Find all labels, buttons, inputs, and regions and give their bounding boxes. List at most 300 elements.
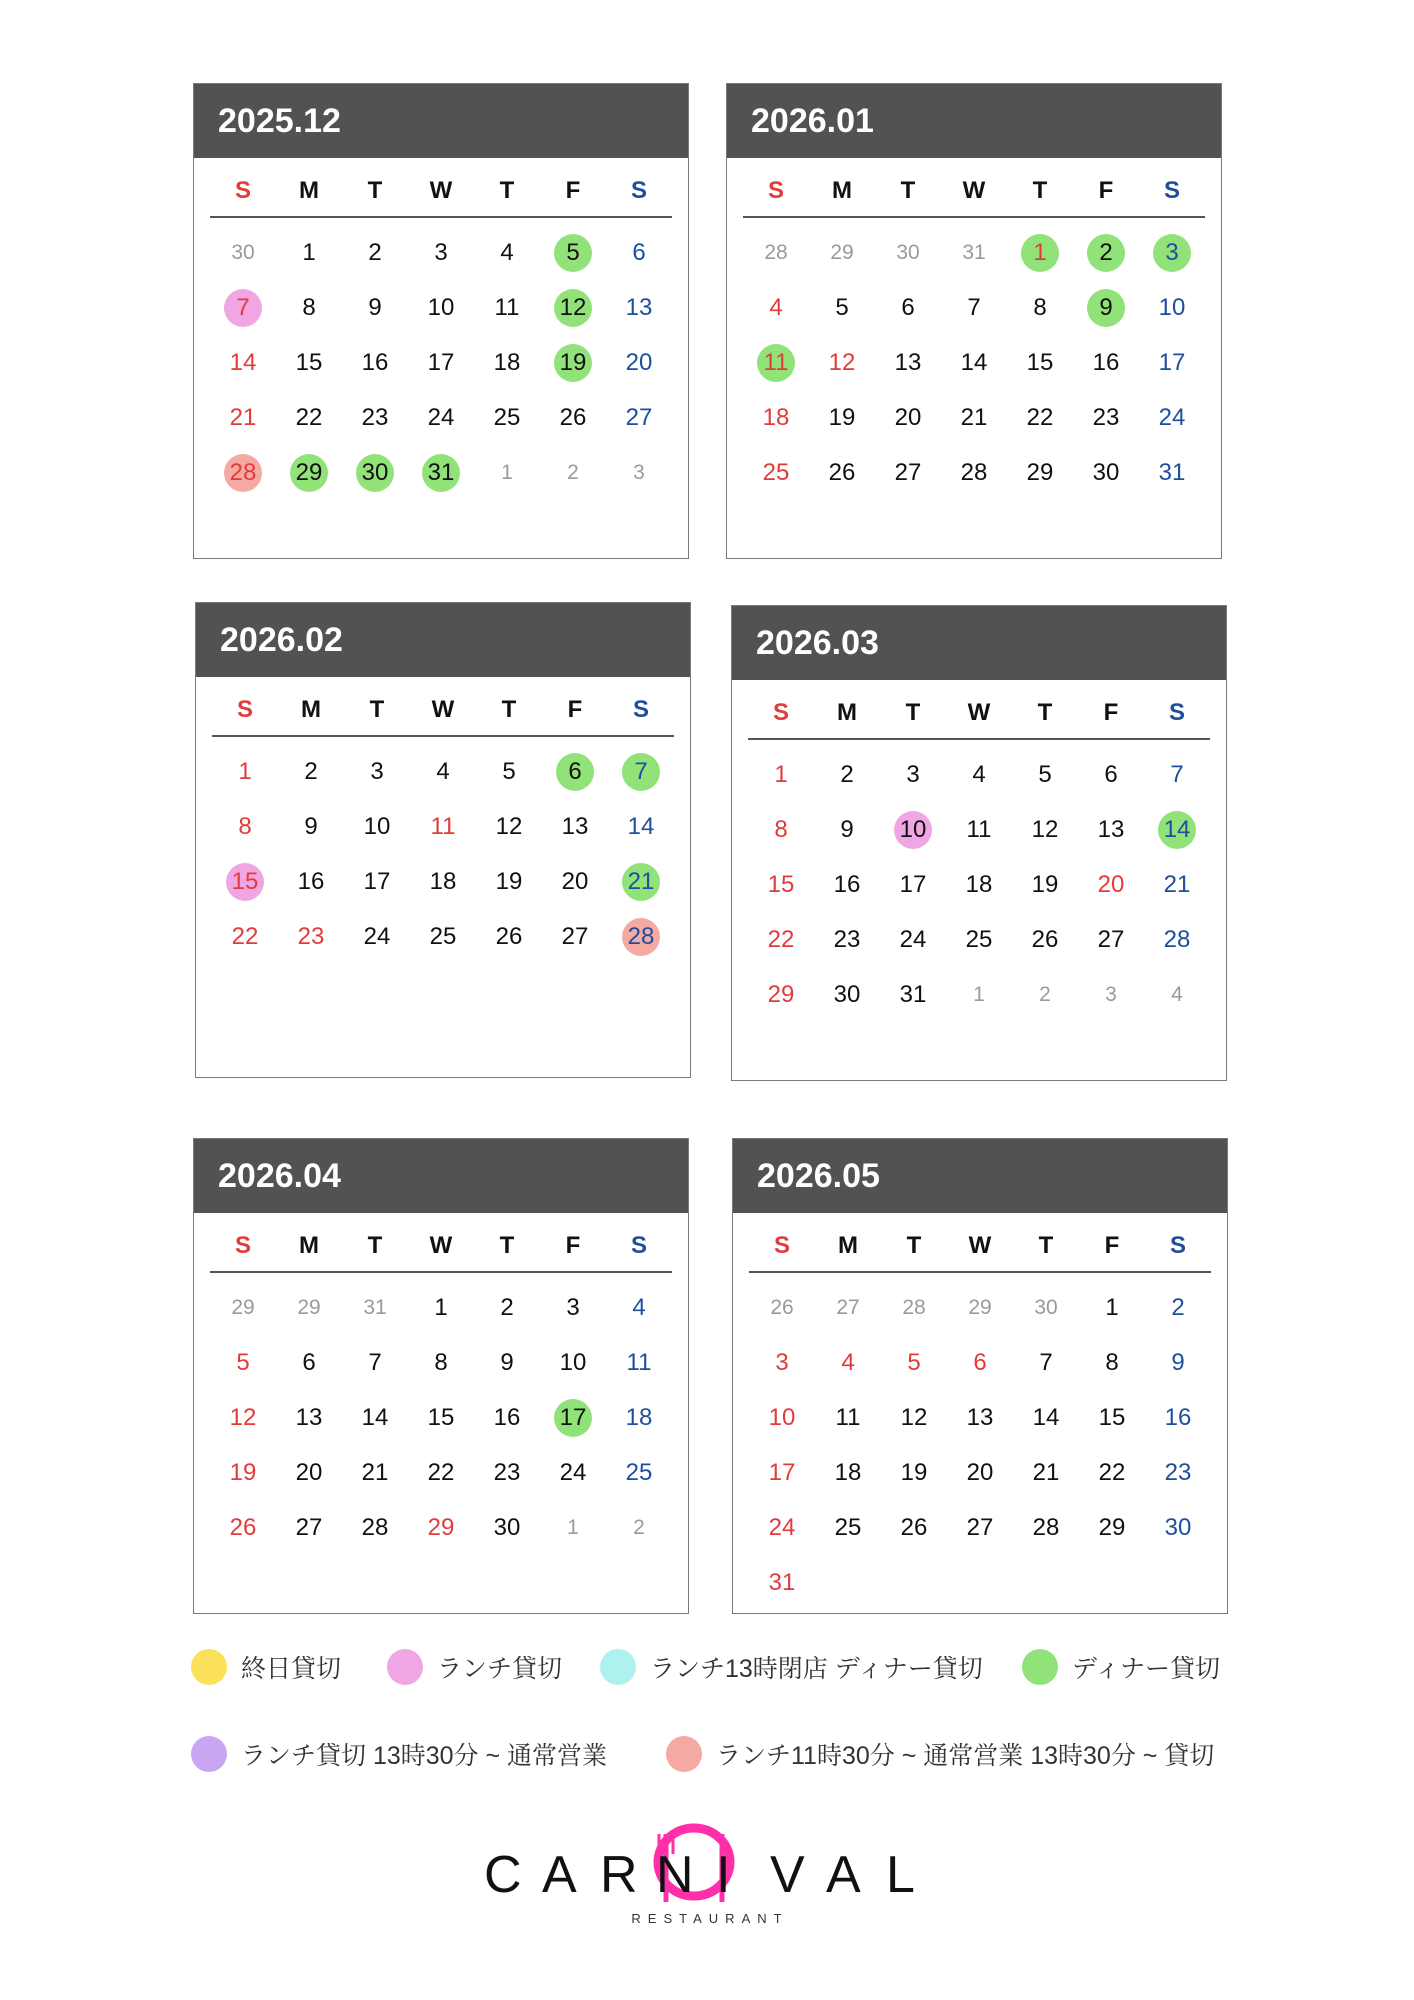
day-cell [880, 967, 946, 1022]
day-number: 30 [1164, 1513, 1192, 1541]
day-number: 3 [775, 1348, 789, 1376]
day-cell [941, 335, 1007, 390]
day-number: 13 [295, 1403, 323, 1431]
day-cell [1073, 390, 1139, 445]
day-cell [947, 1280, 1013, 1335]
day-cell [212, 799, 278, 854]
day-cell [342, 1445, 408, 1500]
day-cell [606, 1500, 672, 1555]
day-number: 2 [567, 460, 579, 484]
day-number: 23 [297, 922, 325, 950]
day-cell [1139, 280, 1205, 335]
day-number: 13 [1097, 815, 1125, 843]
day-cell [1012, 857, 1078, 912]
day-number: 17 [427, 348, 455, 376]
day-cell [880, 802, 946, 857]
day-cell [743, 225, 809, 280]
day-cell [606, 335, 672, 390]
day-cell [743, 335, 809, 390]
day-number: 10 [559, 1348, 587, 1376]
day-cell [748, 747, 814, 802]
day-cell [276, 280, 342, 335]
day-number: 10 [427, 293, 455, 321]
day-number: 15 [767, 870, 795, 898]
legend-lunch-then-normal [191, 1736, 607, 1772]
day-cell [809, 225, 875, 280]
day-number: 4 [972, 760, 986, 788]
day-number: 7 [967, 293, 981, 321]
weekday-header: W [967, 699, 991, 726]
logo-letter-l: L [886, 1846, 915, 1904]
day-cell [540, 390, 606, 445]
day-cell [743, 280, 809, 335]
day-cell [1012, 747, 1078, 802]
day-number: 11 [966, 815, 992, 843]
day-number: 13 [894, 348, 922, 376]
day-cell [881, 1390, 947, 1445]
day-cell [474, 280, 540, 335]
day-cell [946, 912, 1012, 967]
day-cell [1013, 1555, 1079, 1610]
calendar-grid [748, 747, 1210, 1022]
weekday-header: M [837, 699, 857, 726]
day-cell [342, 1390, 408, 1445]
day-cell [408, 1335, 474, 1390]
day-number: 18 [762, 403, 790, 431]
day-number: 2 [840, 760, 854, 788]
day-number: 22 [295, 403, 323, 431]
weekday-header-row [749, 1221, 1211, 1273]
day-number: 31 [768, 1568, 796, 1596]
day-cell [1145, 1335, 1211, 1390]
weekday-header: F [567, 696, 583, 723]
day-number: 5 [236, 1348, 250, 1376]
day-number: 29 [1026, 458, 1054, 486]
day-number: 30 [493, 1513, 521, 1541]
day-number: 19 [495, 867, 523, 895]
weekday-header: T [900, 177, 916, 204]
day-cell [1144, 857, 1210, 912]
day-number: 9 [500, 1348, 514, 1376]
calendar-week [749, 1390, 1211, 1445]
weekday-header: F [565, 177, 581, 204]
legend-all-day [191, 1649, 341, 1685]
day-cell [410, 909, 476, 964]
day-number: 20 [1097, 870, 1125, 898]
weekday-header: T [905, 699, 921, 726]
day-number: 2 [1087, 234, 1125, 272]
day-cell [1144, 912, 1210, 967]
day-number: 15 [226, 863, 264, 901]
day-cell [941, 225, 1007, 280]
logo-letter-n: N [656, 1846, 694, 1904]
day-cell [410, 744, 476, 799]
day-cell [809, 390, 875, 445]
day-cell [212, 744, 278, 799]
weekday-header: S [772, 699, 789, 726]
day-number: 7 [622, 753, 660, 791]
weekday-header: T [499, 1232, 515, 1259]
day-number: 7 [368, 1348, 382, 1376]
day-cell [749, 1390, 815, 1445]
legend-label-lunch: ランチ貸切 [437, 1655, 563, 1683]
day-number: 16 [493, 1403, 521, 1431]
day-number: 28 [1163, 925, 1191, 953]
calendar-week [210, 390, 672, 445]
day-number: 10 [768, 1403, 796, 1431]
day-cell [542, 799, 608, 854]
day-number: 28 [960, 458, 988, 486]
day-cell [1139, 390, 1205, 445]
day-number: 8 [774, 815, 788, 843]
day-cell [606, 1280, 672, 1335]
day-number: 8 [1105, 1348, 1119, 1376]
day-cell [1079, 1280, 1145, 1335]
day-number: 12 [828, 348, 856, 376]
weekday-header: M [838, 1232, 858, 1259]
calendar-title: 2025.12 [194, 84, 688, 158]
day-cell [342, 225, 408, 280]
day-cell [815, 1335, 881, 1390]
day-cell [540, 225, 606, 280]
weekday-header: S [773, 1232, 790, 1259]
weekday-header: T [1032, 177, 1048, 204]
day-number: 14 [361, 1403, 389, 1431]
day-cell [1079, 1500, 1145, 1555]
day-number: 30 [833, 980, 861, 1008]
day-number: 19 [229, 1458, 257, 1486]
day-number: 21 [1163, 870, 1191, 898]
day-cell [410, 854, 476, 909]
day-cell [474, 1500, 540, 1555]
day-number: 21 [1032, 1458, 1060, 1486]
day-number: 24 [559, 1458, 587, 1486]
weekday-header: S [234, 1232, 251, 1259]
day-cell [542, 744, 608, 799]
weekday-header: T [367, 177, 383, 204]
calendar-week [749, 1500, 1211, 1555]
day-number: 8 [238, 812, 252, 840]
day-cell [1144, 747, 1210, 802]
day-number: 19 [900, 1458, 928, 1486]
day-cell [1139, 445, 1205, 500]
calendar-title: 2026.01 [727, 84, 1221, 158]
day-cell [210, 390, 276, 445]
day-number: 13 [966, 1403, 994, 1431]
day-number: 12 [900, 1403, 928, 1431]
day-number: 10 [894, 811, 932, 849]
calendar-week [748, 912, 1210, 967]
day-number: 12 [1031, 815, 1059, 843]
day-number: 15 [1098, 1403, 1126, 1431]
day-cell [748, 857, 814, 912]
weekday-header: S [1169, 1232, 1186, 1259]
day-number: 11 [430, 812, 456, 840]
day-cell [476, 744, 542, 799]
day-number: 18 [493, 348, 521, 376]
day-number: 23 [493, 1458, 521, 1486]
weekday-header-row [743, 166, 1205, 218]
day-cell [542, 909, 608, 964]
day-cell [342, 1280, 408, 1335]
day-number: 17 [899, 870, 927, 898]
weekday-header: S [234, 177, 251, 204]
day-number: 2 [368, 238, 382, 266]
day-number: 2 [500, 1293, 514, 1321]
day-number: 26 [559, 403, 587, 431]
day-cell [276, 1335, 342, 1390]
day-number: 2 [304, 757, 318, 785]
day-cell [408, 335, 474, 390]
day-cell [748, 967, 814, 1022]
day-cell [476, 799, 542, 854]
day-cell [947, 1555, 1013, 1610]
day-cell [880, 912, 946, 967]
day-cell [210, 225, 276, 280]
weekday-header: W [429, 1232, 453, 1259]
day-cell [276, 1445, 342, 1500]
calendar-week [743, 225, 1205, 280]
day-number: 3 [1105, 982, 1117, 1006]
weekday-header: T [1037, 699, 1053, 726]
day-cell [540, 1445, 606, 1500]
day-cell [342, 335, 408, 390]
weekday-header: T [367, 1232, 383, 1259]
legend-lunch [387, 1649, 562, 1685]
day-number: 22 [767, 925, 795, 953]
legend-label-afternoon: ランチ11時30分 ~ 通常営業 13時30分 ~ 貸切 [716, 1742, 1215, 1770]
weekday-header: M [299, 177, 319, 204]
day-cell [606, 1390, 672, 1445]
day-number: 12 [229, 1403, 257, 1431]
day-number: 13 [561, 812, 589, 840]
day-number: 18 [625, 1403, 653, 1431]
weekday-header: W [968, 1232, 992, 1259]
day-cell [1145, 1280, 1211, 1335]
day-number: 21 [229, 403, 257, 431]
day-number: 9 [368, 293, 382, 321]
day-number: 13 [625, 293, 653, 321]
day-cell [1078, 857, 1144, 912]
day-number: 4 [436, 757, 450, 785]
day-number: 27 [836, 1295, 860, 1319]
day-cell [410, 799, 476, 854]
day-cell [815, 1390, 881, 1445]
day-number: 28 [361, 1513, 389, 1541]
legend-dinner [1022, 1649, 1220, 1685]
calendar-week [743, 335, 1205, 390]
day-cell [881, 1445, 947, 1500]
day-number: 10 [1158, 293, 1186, 321]
day-cell [947, 1445, 1013, 1500]
day-number: 14 [1158, 811, 1196, 849]
day-cell [606, 225, 672, 280]
weekday-header: T [906, 1232, 922, 1259]
day-number: 17 [1158, 348, 1186, 376]
day-number: 6 [632, 238, 646, 266]
day-cell [1145, 1445, 1211, 1500]
day-number: 3 [566, 1293, 580, 1321]
day-cell [1144, 802, 1210, 857]
day-number: 11 [494, 293, 520, 321]
day-cell [881, 1280, 947, 1335]
day-number: 9 [304, 812, 318, 840]
day-number: 27 [561, 922, 589, 950]
day-cell [278, 854, 344, 909]
calendar-week [749, 1445, 1211, 1500]
day-number: 3 [370, 757, 384, 785]
day-number: 16 [1092, 348, 1120, 376]
calendar-week [743, 445, 1205, 500]
calendar-week [748, 857, 1210, 912]
day-number: 6 [901, 293, 915, 321]
calendar-title: 2026.03 [732, 606, 1226, 680]
day-cell [540, 1500, 606, 1555]
day-cell [1078, 967, 1144, 1022]
weekday-header: S [1163, 177, 1180, 204]
calendar-week [210, 1445, 672, 1500]
legend-label-dinner: ディナー貸切 [1072, 1655, 1221, 1683]
day-cell [608, 799, 674, 854]
day-cell [749, 1335, 815, 1390]
day-number: 1 [238, 757, 252, 785]
day-number: 19 [1031, 870, 1059, 898]
weekday-header: F [1103, 699, 1119, 726]
day-number: 14 [627, 812, 655, 840]
day-number: 26 [770, 1295, 794, 1319]
legend-lunch-close-dinner [600, 1649, 983, 1685]
logo-letter-i: I [716, 1846, 731, 1904]
weekday-header: S [767, 177, 784, 204]
day-cell [608, 854, 674, 909]
calendar-2026-03 [731, 605, 1227, 1081]
day-cell [1007, 280, 1073, 335]
weekday-header: T [501, 696, 517, 723]
day-number: 1 [973, 982, 985, 1006]
legend-dot-afternoon [666, 1736, 702, 1772]
day-number: 19 [554, 344, 592, 382]
day-number: 31 [899, 980, 927, 1008]
day-number: 25 [834, 1513, 862, 1541]
weekday-header-row [748, 688, 1210, 740]
day-number: 25 [625, 1458, 653, 1486]
day-number: 17 [554, 1399, 592, 1437]
day-cell [276, 445, 342, 500]
day-cell [881, 1335, 947, 1390]
day-number: 6 [556, 753, 594, 791]
calendar-week [210, 280, 672, 335]
day-cell [474, 1280, 540, 1335]
day-cell [278, 799, 344, 854]
day-cell [1139, 225, 1205, 280]
day-number: 18 [965, 870, 993, 898]
calendar-2026-05 [732, 1138, 1228, 1614]
weekday-header: S [632, 696, 649, 723]
calendar-title: 2026.05 [733, 1139, 1227, 1213]
day-number: 2 [633, 1515, 645, 1539]
day-number: 16 [1164, 1403, 1192, 1431]
day-number: 4 [841, 1348, 855, 1376]
day-cell [880, 857, 946, 912]
day-cell [947, 1335, 1013, 1390]
day-cell [276, 1500, 342, 1555]
day-number: 31 [962, 240, 986, 264]
day-cell [542, 854, 608, 909]
day-cell [1079, 1555, 1145, 1610]
weekday-header: F [1098, 177, 1114, 204]
day-cell [814, 912, 880, 967]
day-number: 2 [1171, 1293, 1185, 1321]
day-number: 16 [833, 870, 861, 898]
day-number: 2 [1039, 982, 1051, 1006]
day-cell [210, 445, 276, 500]
day-number: 17 [768, 1458, 796, 1486]
calendar-week [749, 1280, 1211, 1335]
day-cell [408, 445, 474, 500]
calendar-week [212, 799, 674, 854]
day-cell [276, 335, 342, 390]
day-cell [342, 280, 408, 335]
day-cell [881, 1500, 947, 1555]
day-number: 23 [1164, 1458, 1192, 1486]
day-cell [606, 390, 672, 445]
legend-dot-lunch-then-normal [191, 1736, 227, 1772]
day-number: 30 [356, 454, 394, 492]
day-cell [212, 854, 278, 909]
day-cell [875, 225, 941, 280]
day-number: 7 [1039, 1348, 1053, 1376]
day-cell [210, 335, 276, 390]
day-number: 5 [1038, 760, 1052, 788]
day-cell [875, 335, 941, 390]
day-cell [1078, 802, 1144, 857]
day-cell [814, 857, 880, 912]
day-cell [408, 390, 474, 445]
day-number: 11 [626, 1348, 652, 1376]
day-cell [276, 225, 342, 280]
day-number: 23 [833, 925, 861, 953]
calendar-2026-01 [726, 83, 1222, 559]
day-cell [474, 335, 540, 390]
day-number: 14 [960, 348, 988, 376]
day-cell [947, 1390, 1013, 1445]
day-number: 12 [554, 289, 592, 327]
day-number: 7 [1170, 760, 1184, 788]
day-cell [1073, 335, 1139, 390]
day-cell [210, 1390, 276, 1445]
day-cell [344, 744, 410, 799]
calendar-2026-02 [195, 602, 691, 1078]
day-cell [815, 1280, 881, 1335]
day-cell [276, 1390, 342, 1445]
day-number: 29 [297, 1295, 321, 1319]
day-cell [210, 1335, 276, 1390]
day-number: 24 [768, 1513, 796, 1541]
weekday-header: W [429, 177, 453, 204]
day-number: 3 [434, 238, 448, 266]
day-number: 29 [1098, 1513, 1126, 1541]
weekday-header: S [236, 696, 253, 723]
day-number: 16 [361, 348, 389, 376]
day-number: 1 [1105, 1293, 1119, 1321]
day-number: 25 [429, 922, 457, 950]
calendar-grid [210, 225, 672, 500]
day-number: 21 [960, 403, 988, 431]
day-cell [946, 967, 1012, 1022]
calendar-week [743, 390, 1205, 445]
day-cell [815, 1555, 881, 1610]
day-number: 5 [907, 1348, 921, 1376]
